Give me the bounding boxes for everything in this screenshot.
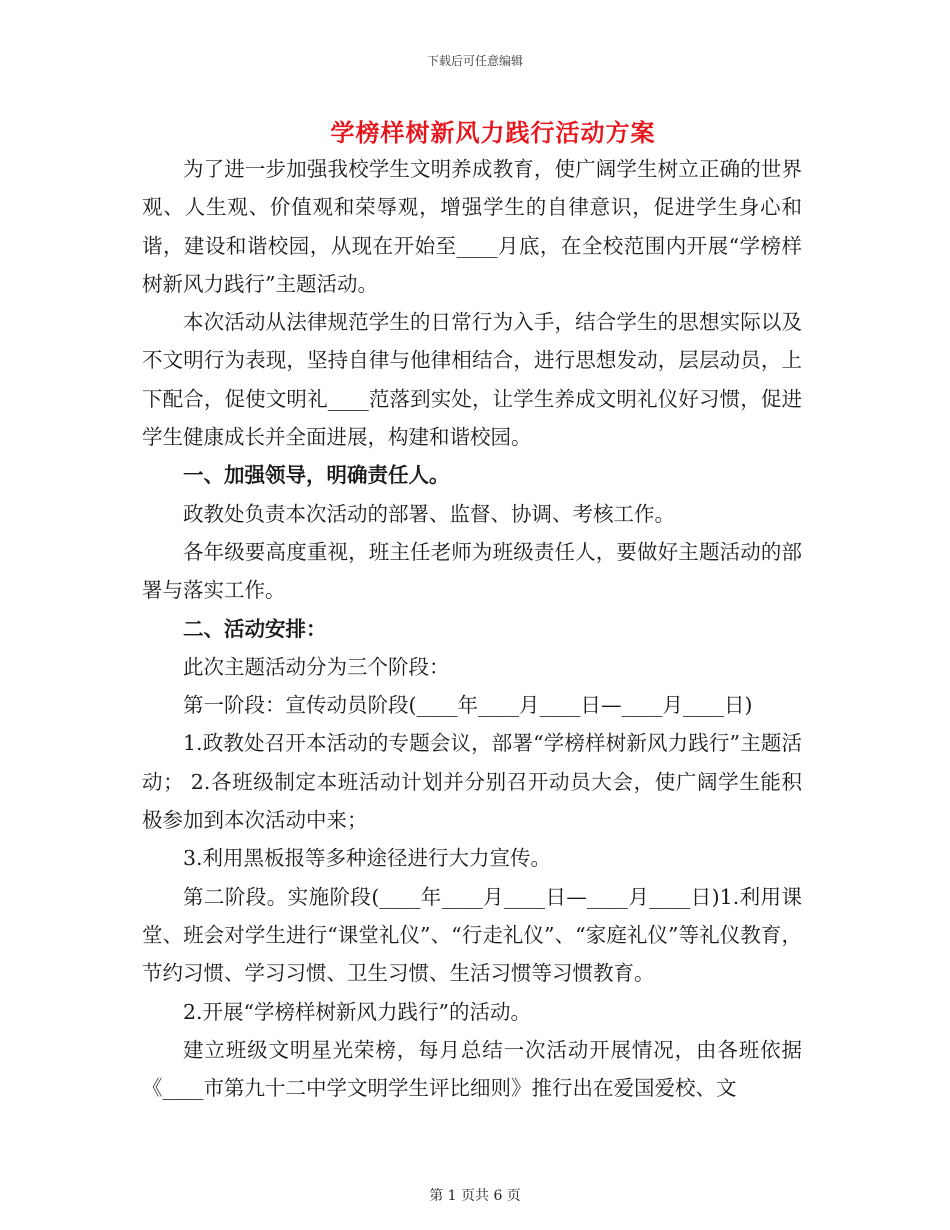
paragraph-stages-intro: 此次主题活动分为三个阶段： — [183, 654, 450, 679]
paragraph-stage-two-item-2: 2.开展“学榜样树新风力践行”的活动。 — [183, 999, 532, 1024]
paragraph-star-board: 建立班级文明星光荣榜，每月总结一次活动开展情况，由各班依据《____市第九十二中学文明学生评比细则》推行出在爱国爱校、文 — [142, 1037, 802, 1101]
section-heading-leadership: 一、加强领导，明确责任人。 — [183, 463, 450, 488]
paragraph-stage-one: 第一阶段：宣传动员阶段(____年____月____日—____月____日) — [183, 693, 753, 718]
paragraph-intro: 为了进一步加强我校学生文明养成教育，使广阔学生树立正确的世界观、人生观、价值观和荣辱观，增强学生的自律意识，促进学生身心和谐，建设和谐校园，从现在开始至____月底，在全校范围内开展“学榜样树新风力践行”主题活动。 — [142, 157, 802, 296]
paragraph-stage-one-item-3: 3.利用黑板报等多种途径进行大力宣传。 — [183, 846, 552, 871]
document-body — [142, 150, 802, 1107]
page-header: 下载后可任意编辑 — [426, 54, 523, 68]
paragraph-activity-approach: 本次活动从法律规范学生的日常行为入手，结合学生的思想实际以及不文明行为表现，坚持自律与他律相结合，进行思想发动，层层动员，上下配合，促使文明礼____范落到实处，让学生养成文明礼仪好习惯，促进学生健康成长并全面进展，构建和谐校园。 — [142, 310, 802, 450]
paragraph-stage-two: 第二阶段。实施阶段(____年____月____日—____月____日)1.利用课堂、班会对学生进行“课堂礼仪”、“行走礼仪”、“家庭礼仪”等礼仪教育，节约习惯、学习习惯、卫生习惯、生活习惯等习惯教育。 — [142, 884, 802, 986]
paragraph-responsibility: 政教处负责本次活动的部署、监督、协调、考核工作。 — [183, 501, 675, 526]
paragraph-stage-one-items: 1.政教处召开本活动的专题会议，部署“学榜样树新风力践行”主题活动； 2.各班级制定本班活动计划并分别召开动员大会，使广阔学生能积极参加到本次活动中来； — [142, 731, 802, 833]
document-title: 学榜样树新风力践行活动方案 — [330, 118, 656, 147]
paragraph-grade-requirements: 各年级要高度重视，班主任老师为班级责任人，要做好主题活动的部署与落实工作。 — [142, 539, 802, 603]
page-footer: 第 1 页共 6 页 — [429, 1188, 521, 1204]
section-heading-arrangement: 二、活动安排： — [183, 616, 327, 641]
